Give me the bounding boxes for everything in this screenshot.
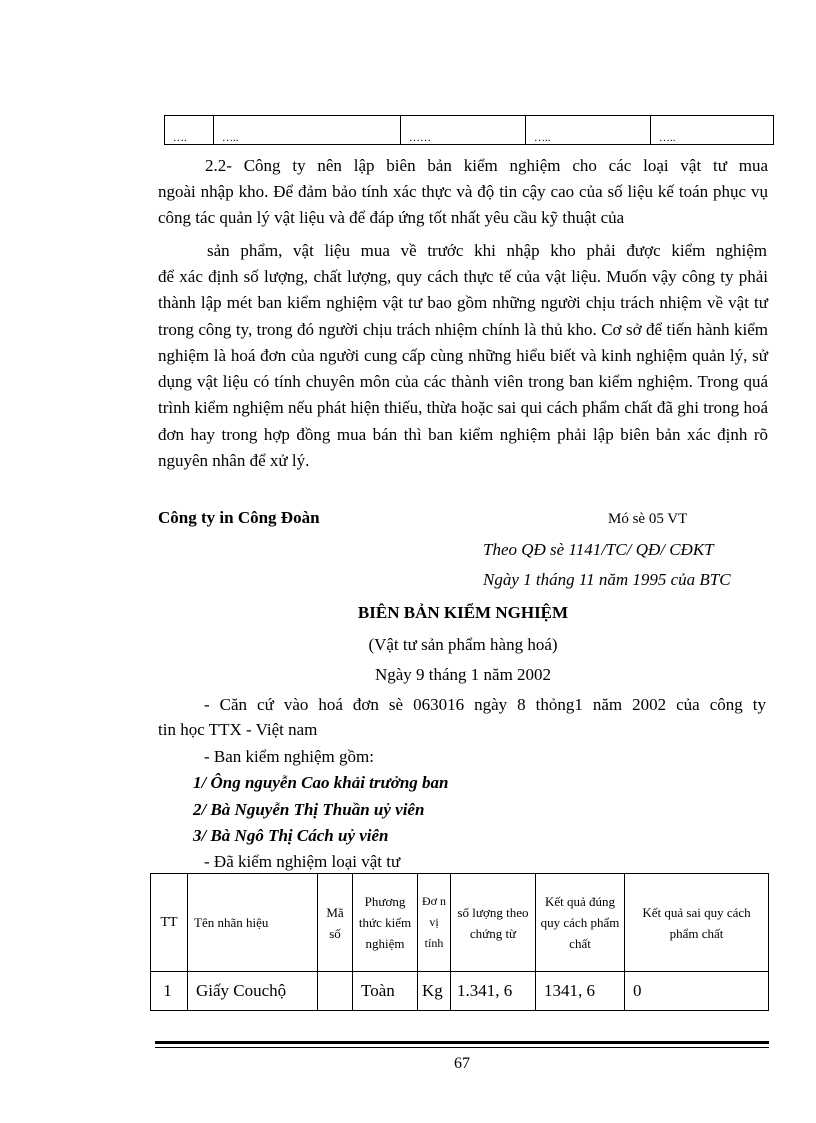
cell-doc-quantity: 1.341, 6 [451,972,536,1011]
member-3: 3/ Bà Ngô Thị Cách uỷ viên [193,826,389,845]
cell-tt: 1 [151,972,188,1011]
table-cell: …… [401,116,526,145]
cell-wrong-spec: 0 [625,972,769,1011]
header-method: Phương thức kiểm nghiệm [353,874,418,972]
decision-date: Ngày 1 tháng 11 năm 1995 của BTC [483,570,731,589]
table-cell: ….. [526,116,651,145]
header-tt: TT [151,874,188,972]
member-1: 1/ Ông nguyễn Cao khải trưởng ban [193,773,449,792]
company-name: Công ty in Công Đoàn [158,508,320,527]
decision-ref: Theo QĐ sè 1141/TC/ QĐ/ CĐKT [483,540,714,559]
cell-unit: Kg [418,972,451,1011]
cell-correct-spec: 1341, 6 [536,972,625,1011]
document-title: BIÊN BẢN KIỂM NGHIỆM [357,603,569,622]
footer-rule [155,1041,769,1044]
table-row [151,972,769,1011]
table-cell: …. [165,116,214,145]
committee-label: - Ban kiểm nghiệm gồm: [204,747,374,766]
checked-label: - Đã kiểm nghiệm loại vật tư [204,852,401,871]
inspection-table [150,873,769,1011]
intro-first-line: 2.2- Công ty nên lập biên bản kiểm nghiệm cho các loại vật tư mua [205,156,768,175]
header-wrong-spec: Kết quả sai quy cách phẩm chất [625,874,769,972]
document-date: Ngày 9 tháng 1 năm 2002 [374,665,552,684]
table-header-row [151,874,769,972]
header-brand-name: Tên nhãn hiệu [188,874,318,972]
cell-code [318,972,353,1011]
top-table [164,115,774,145]
indented-paragraph: để xác định số lượng, chất lượng, quy cách thực tế của vật liệu. Muốn vậy công ty phải thành lập mét ban kiểm nghiệm vật tư bao gồm những người chịu trách nhiệm về vật tư trong công ty, trong đó người chịu trách nhiệm chính là thủ kho. Cơ sở để tiến hành kiểm nghiệm là hoá đơn của người cung cấp cùng những hiểu biết và kinh nghiệm quản lý, sử dụng vật liệu có tính chuyên môn của các thành viên trong ban kiểm nghiệm. Trong quá trình kiểm nghiệm nếu phát hiện thiếu, thừa hoặc sai qui cách phẩm chất đã ghi trong hoá đơn hay trong hợp đồng mua bán thì ban kiểm nghiệm phải lập biên bản xác định rõ nguyên nhân để xử lý. [158,267,768,471]
header-doc-quantity: số lượng theo chứng từ [451,874,536,972]
basis-line-2: tin học TTX - Việt nam [158,720,318,739]
intro-continuation: ngoài nhập kho. Để đảm bảo tính xác thực và độ tin cậy cao của số liệu kế toán phục vụ công tác quản lý vật liệu và để đáp ứng tốt nhất yêu cầu kỹ thuật của [158,182,768,228]
header-unit: Đơ n vị tính [418,874,451,972]
document-subtitle: (Vật tư sản phẩm hàng hoá) [368,635,558,654]
page-number: 67 [454,1055,470,1072]
form-number: Mó sè 05 VT [608,511,688,527]
basis-line-1: - Căn cứ vào hoá đơn sè 063016 ngày 8 thỏng1 năm 2002 của công ty [204,695,766,714]
header-correct-spec: Kết quả đúng quy cách phẩm chất [536,874,625,972]
indented-first-line: sản phẩm, vật liệu mua về trước khi nhập kho phải được kiểm nghiệm [207,241,767,260]
footer-rule-thin [155,1047,769,1048]
table-row [165,116,774,145]
table-cell: ….. [651,116,774,145]
table-cell: ….. [214,116,401,145]
cell-method: Toàn [353,972,418,1011]
member-2: 2/ Bà Nguyễn Thị Thuần uỷ viên [193,800,425,819]
cell-brand-name: Giấy Couchộ [188,972,318,1011]
header-code: Mã số [318,874,353,972]
